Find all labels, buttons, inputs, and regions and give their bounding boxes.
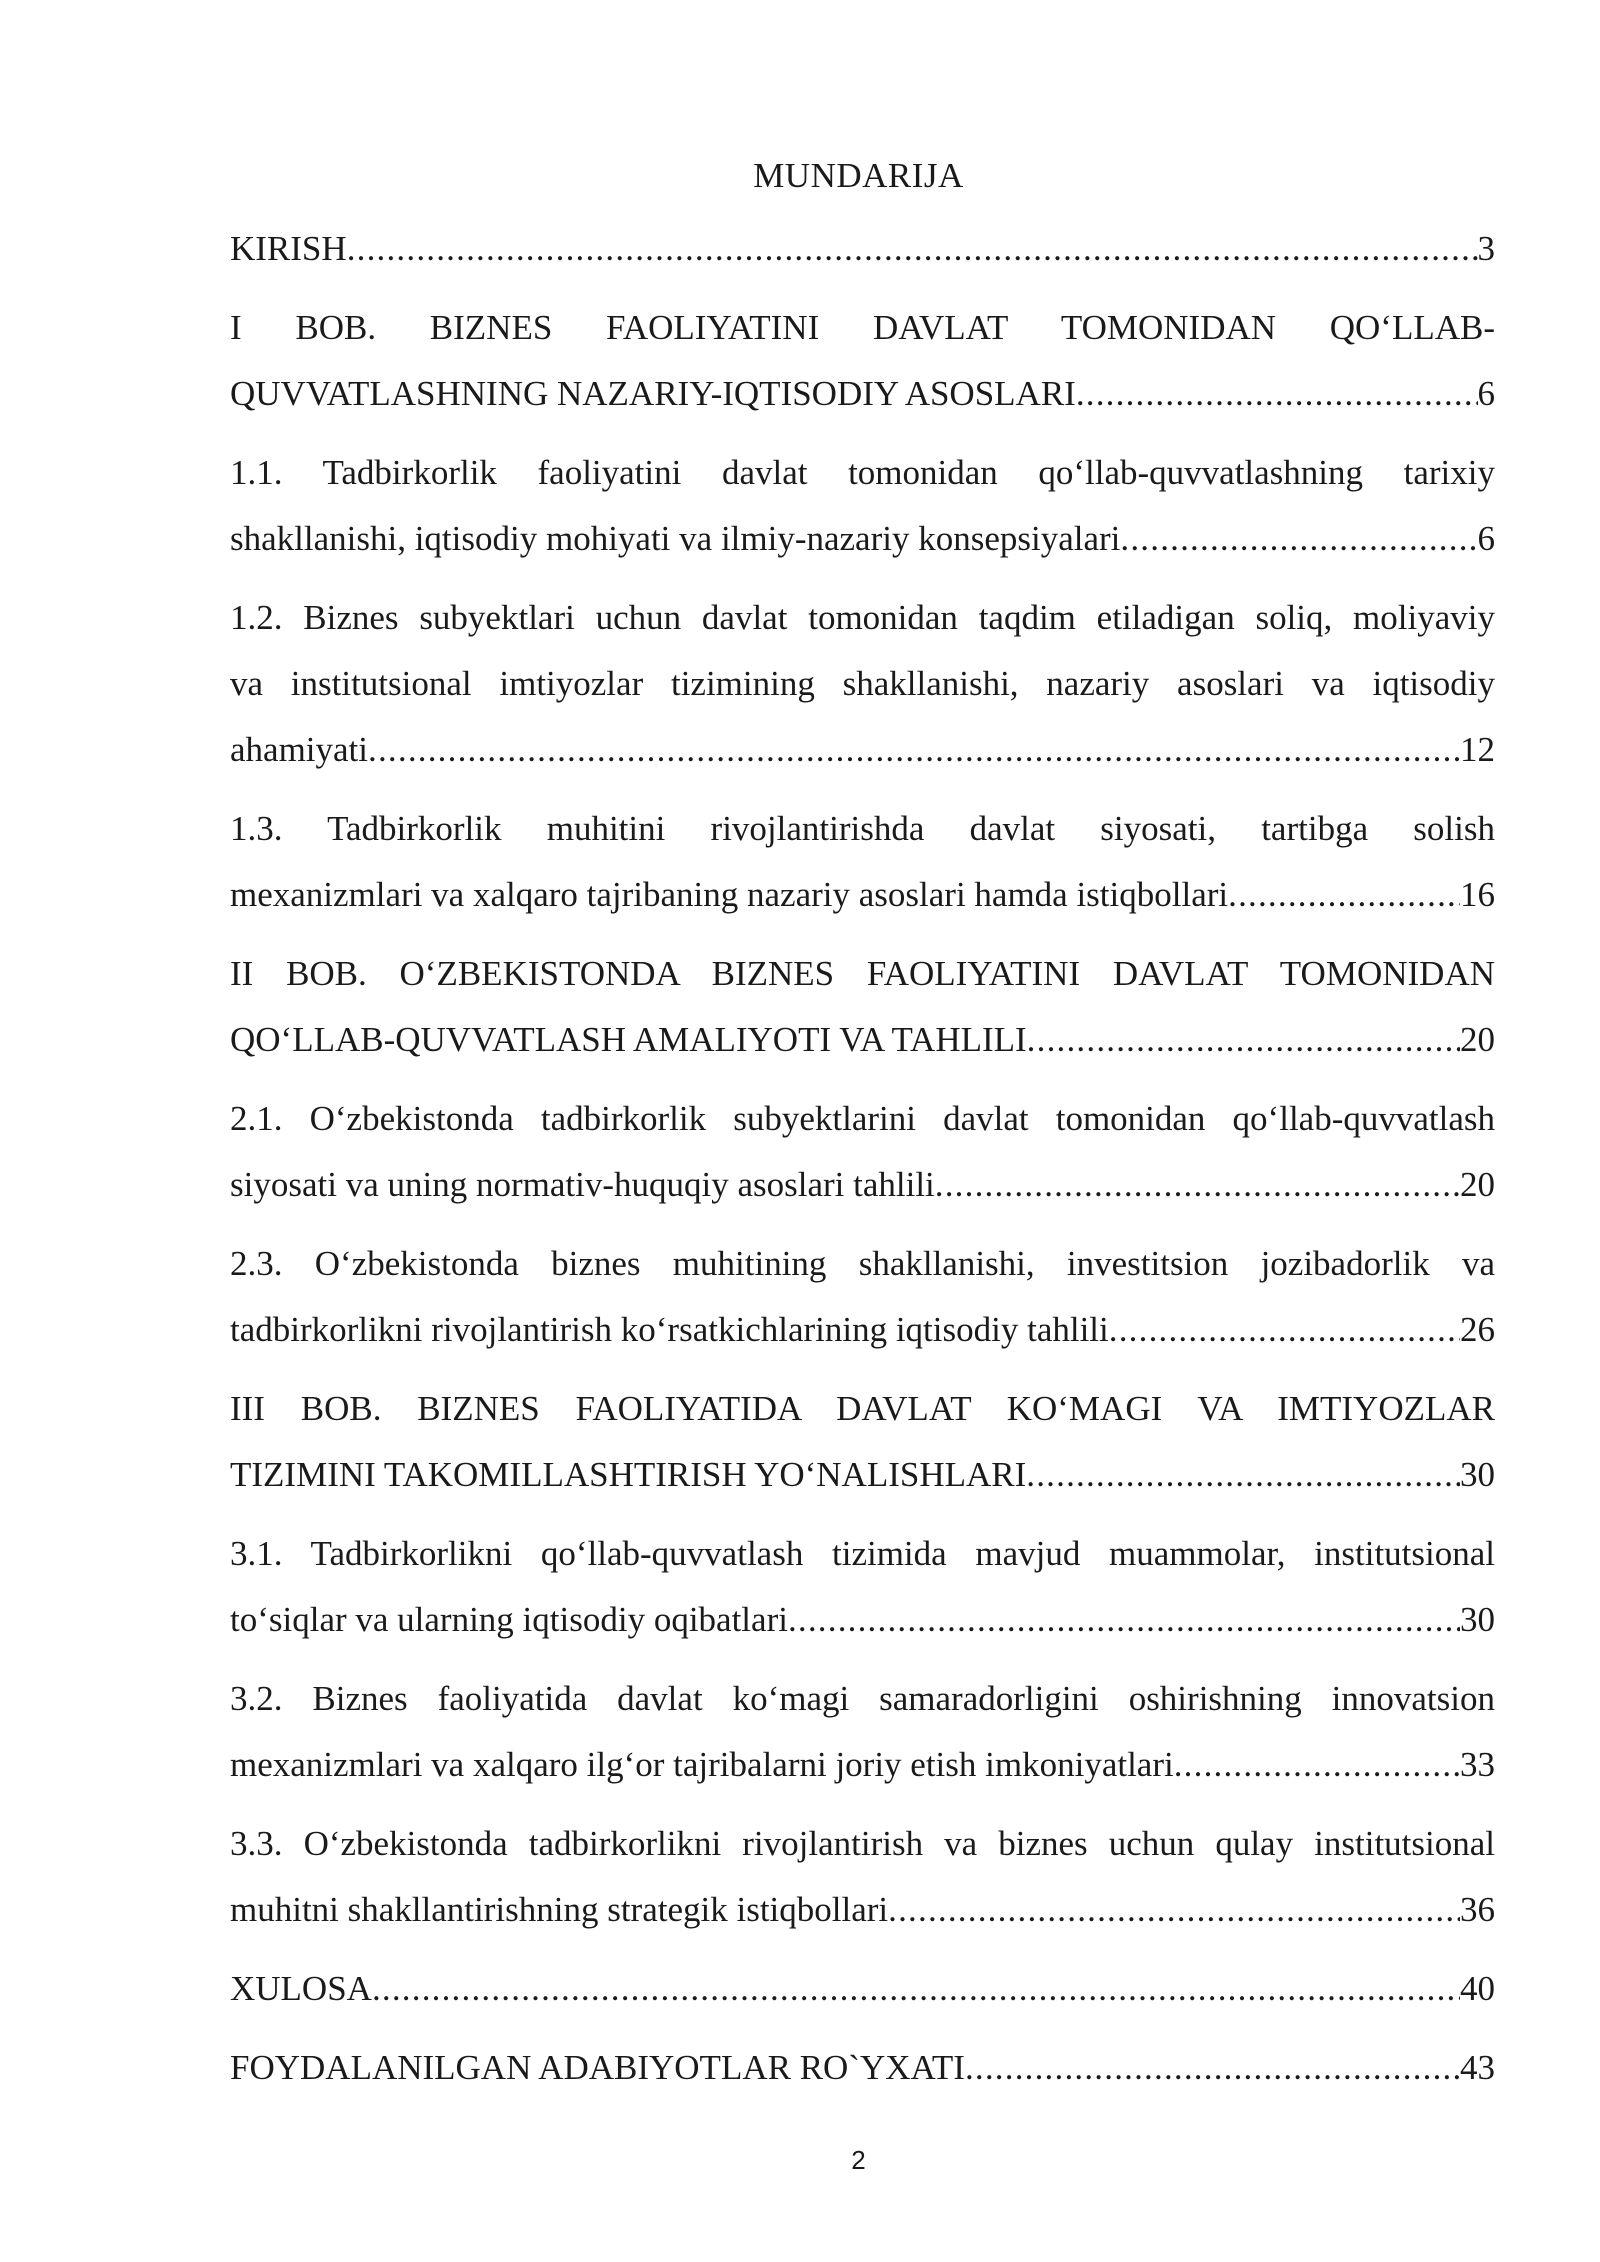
toc-entry-last-line: [230, 1152, 1495, 1218]
toc-entry[interactable]: [230, 1956, 1495, 2022]
dot-leader: [1109, 1297, 1460, 1363]
toc-entry-last-line: [230, 1732, 1495, 1798]
toc-entry-text: tadbirkorlikni rivojlantirish ko‘rsatkichlarining iqtisodiy tahlili: [230, 1310, 1109, 1349]
toc-entry[interactable]: [230, 216, 1495, 282]
toc-entry-text: QUVVATLASHNING NAZARIY-IQTISODIY ASOSLARI: [230, 374, 1076, 413]
toc-entry-line: 3.3. O‘zbekistonda tadbirkorlikni rivojlantirish va biznes uchun qulay institutsional: [230, 1824, 1495, 1863]
toc-entry[interactable]: [230, 1376, 1495, 1508]
toc-entry-page: 3: [1477, 229, 1495, 268]
toc-entry[interactable]: [230, 1666, 1495, 1798]
toc-entry-line: 2.1. O‘zbekistonda tadbirkorlik subyektlarini davlat tomonidan qo‘llab-quvvatlash: [230, 1099, 1495, 1138]
dot-leader: [788, 1587, 1460, 1653]
toc-entry-page: 30: [1460, 1455, 1495, 1494]
toc-entry[interactable]: [230, 1811, 1495, 1943]
dot-leader: [965, 2035, 1460, 2101]
toc-entry-line: II BOB. O‘ZBEKISTONDA BIZNES FAOLIYATINI DAVLAT TOMONIDAN: [230, 954, 1495, 993]
toc-entry-page: 26: [1460, 1310, 1495, 1349]
toc-entry-page: 6: [1477, 374, 1495, 413]
toc-entry-last-line: [230, 361, 1495, 427]
dot-leader: [347, 216, 1478, 282]
dot-leader: [1228, 862, 1460, 928]
dot-leader: [1027, 1007, 1460, 1073]
table-of-contents: [230, 216, 1495, 2114]
dot-leader: [1174, 1732, 1460, 1798]
toc-entry[interactable]: [230, 941, 1495, 1073]
toc-entry-last-line: [230, 1877, 1495, 1943]
page-number: 2: [851, 2145, 866, 2175]
toc-entry[interactable]: [230, 2035, 1495, 2101]
toc-entry-last-line: [230, 1297, 1495, 1363]
toc-entry-line: 1.3. Tadbirkorlik muhitini rivojlantirishda davlat siyosati, tartibga solish: [230, 809, 1495, 848]
toc-entry-text: XULOSA: [230, 1969, 372, 2008]
toc-entry[interactable]: [230, 1086, 1495, 1218]
dot-leader: [935, 1152, 1460, 1218]
toc-entry-line: 3.2. Biznes faoliyatida davlat ko‘magi samaradorligini oshirishning innovatsion: [230, 1679, 1495, 1718]
toc-entry-page: 20: [1460, 1020, 1495, 1059]
toc-entry-text: mexanizmlari va xalqaro ilg‘or tajribalarni joriy etish imkoniyatlari: [230, 1745, 1174, 1784]
toc-entry-page: 6: [1477, 519, 1495, 558]
toc-entry[interactable]: [230, 585, 1495, 783]
dot-leader: [1120, 506, 1477, 572]
toc-entry[interactable]: [230, 1231, 1495, 1363]
toc-entry[interactable]: [230, 1521, 1495, 1653]
dot-leader: [372, 1956, 1460, 2022]
toc-entry-text: KIRISH: [230, 229, 347, 268]
toc-entry-page: 16: [1460, 875, 1495, 914]
toc-entry[interactable]: [230, 796, 1495, 928]
toc-entry[interactable]: [230, 295, 1495, 427]
toc-entry-line: 1.1. Tadbirkorlik faoliyatini davlat tomonidan qo‘llab-quvvatlashning tarixiy: [230, 453, 1495, 492]
toc-entry-text: siyosati va uning normativ-huquqiy asoslari tahlili: [230, 1165, 935, 1204]
toc-entry-text: TIZIMINI TAKOMILLASHTIRISH YO‘NALISHLARI: [230, 1455, 1027, 1494]
toc-entry-line: 2.3. O‘zbekistonda biznes muhitining shakllanishi, investitsion jozibadorlik va: [230, 1244, 1495, 1283]
toc-entry-page: 20: [1460, 1165, 1495, 1204]
toc-entry-text: FOYDALANILGAN ADABIYOTLAR RO`YXATI: [230, 2048, 965, 2087]
toc-entry-page: 36: [1460, 1890, 1495, 1929]
toc-title: MUNDARIJA: [753, 156, 964, 195]
toc-entry-text: to‘siqlar va ularning iqtisodiy oqibatlari: [230, 1600, 788, 1639]
toc-entry-last-line: [230, 717, 1495, 783]
toc-entry-page: 30: [1460, 1600, 1495, 1639]
toc-entry-text: ahamiyati: [230, 730, 369, 769]
toc-entry-last-line: [230, 1442, 1495, 1508]
toc-entry[interactable]: [230, 440, 1495, 572]
toc-entry-line: 3.1. Tadbirkorlikni qo‘llab-quvvatlash tizimida mavjud muammolar, institutsional: [230, 1534, 1495, 1573]
toc-entry-last-line: [230, 1956, 1495, 2022]
toc-entry-line: I BOB. BIZNES FAOLIYATINI DAVLAT TOMONIDAN QO‘LLAB-: [230, 308, 1495, 347]
toc-entry-last-line: [230, 1007, 1495, 1073]
toc-entry-line: III BOB. BIZNES FAOLIYATIDA DAVLAT KO‘MAGI VA IMTIYOZLAR: [230, 1389, 1495, 1428]
toc-entry-last-line: [230, 862, 1495, 928]
toc-entry-page: 40: [1460, 1969, 1495, 2008]
dot-leader: [368, 717, 1460, 783]
dot-leader: [1076, 361, 1478, 427]
toc-entry-line: 1.2. Biznes subyektlari uchun davlat tomonidan taqdim etiladigan soliq, moliyaviy: [230, 598, 1495, 637]
toc-entry-last-line: [230, 216, 1495, 282]
toc-entry-line: va institutsional imtiyozlar tizimining shakllanishi, nazariy asoslari va iqtisodiy: [230, 664, 1495, 703]
toc-entry-page: 43: [1460, 2048, 1495, 2087]
toc-entry-page: 12: [1460, 730, 1495, 769]
toc-entry-text: muhitni shakllantirishning strategik istiqbollari: [230, 1890, 889, 1929]
toc-entry-text: shakllanishi, iqtisodiy mohiyati va ilmiy-nazariy konsepsiyalari: [230, 519, 1121, 558]
toc-entry-text: mexanizmlari va xalqaro tajribaning nazariy asoslari hamda istiqbollari: [230, 875, 1229, 914]
dot-leader: [1026, 1442, 1460, 1508]
dot-leader: [888, 1877, 1460, 1943]
toc-entry-last-line: [230, 506, 1495, 572]
toc-entry-last-line: [230, 2035, 1495, 2101]
toc-entry-page: 33: [1460, 1745, 1495, 1784]
toc-entry-last-line: [230, 1587, 1495, 1653]
toc-entry-text: QO‘LLAB-QUVVATLASH AMALIYOTI VA TAHLILI: [230, 1020, 1027, 1059]
